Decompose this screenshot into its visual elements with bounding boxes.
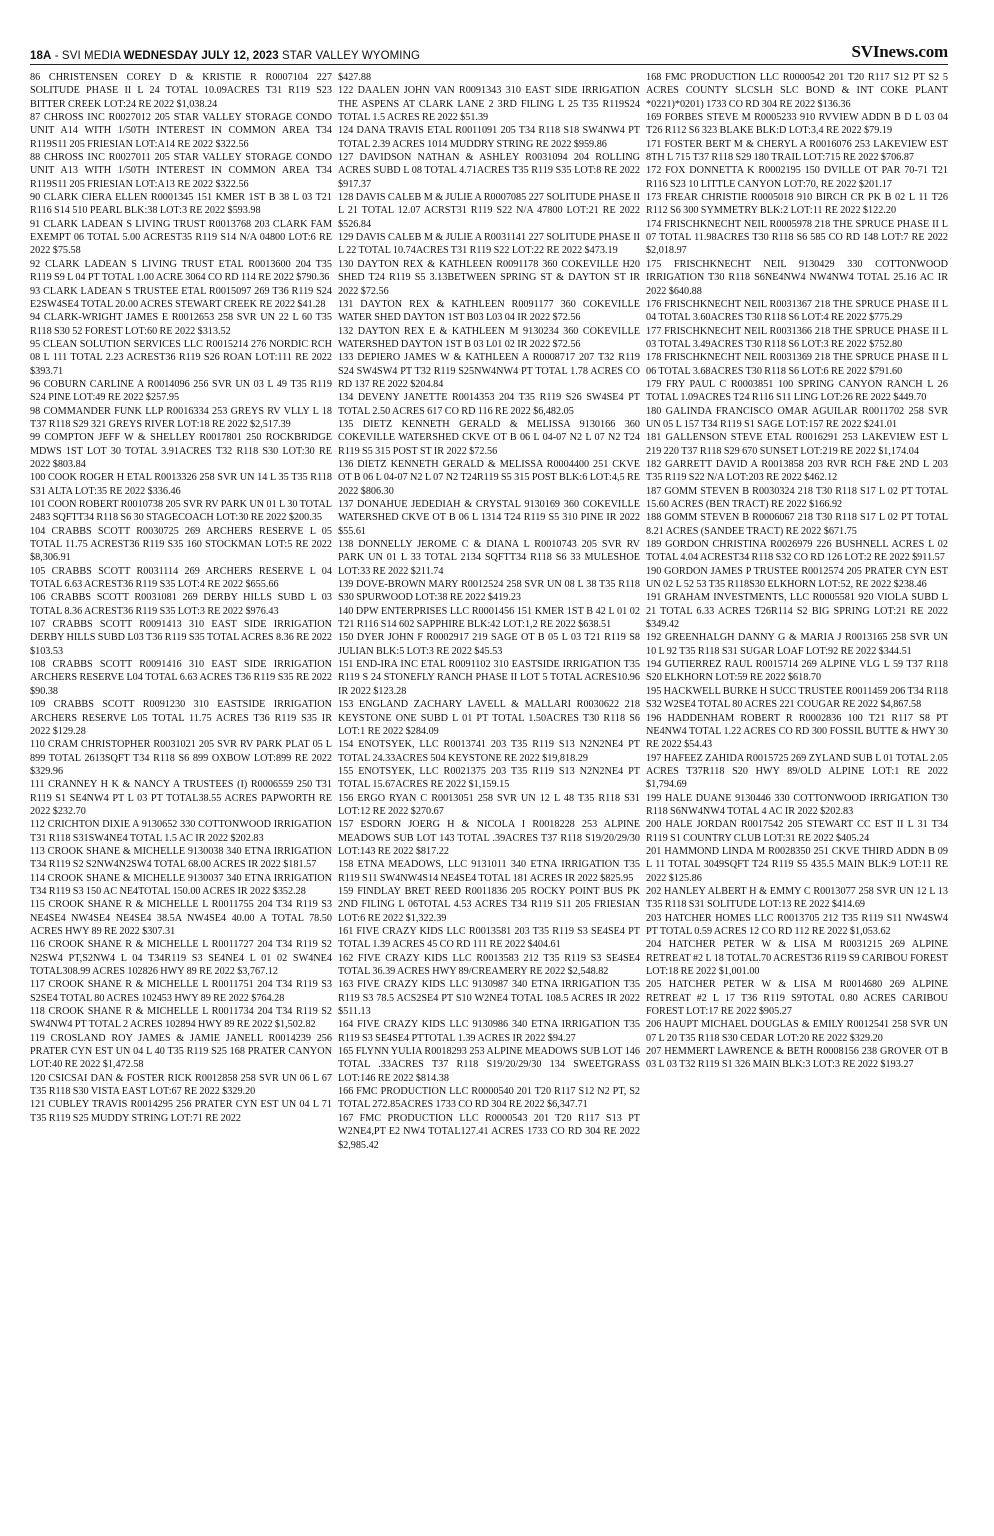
tax-listing-entry: 188 GOMM STEVEN B R0006067 218 T30 R118 S17 L 02 PT TOTAL 8.21 ACRES (SANDEE TRACT) RE 2022 $671.75	[646, 512, 948, 537]
column-2	[338, 71, 640, 1516]
tax-listing-entry: 93 CLARK LADEAN S TRUSTEE ETAL R0015097 269 T36 R119 S24 E2SW4SE4 TOTAL 20.00 ACRES STEWART CREEK RE 2022 $41.28	[30, 285, 332, 310]
tax-listing-entry: 111 CRANNEY H K & NANCY A TRUSTEES (I) R0006559 250 T31 R119 S1 SE4NW4 PT L 03 PT TOTAL38.55 ACRES PAPWORTH RE 2022 $232.70	[30, 779, 332, 817]
tax-listing-entry: 117 CROOK SHANE R & MICHELLE L R0011751 204 T34 R119 S3 S2SE4 TOTAL 80 ACRES 102453 HWY 89 RE 2022 $764.28	[30, 979, 332, 1004]
tax-listing-entry: 135 DIETZ KENNETH GERALD & MELISSA 9130166 360 COKEVILLE WATERSHED CKVE OT B 06 L 04-07 N2 L 07 N2 T24 R119 S5 315 POST ST IR 2022 $72.56	[338, 418, 640, 457]
tax-listing-entry: 163 FIVE CRAZY KIDS LLC 9130987 340 ETNA IRRIGATION T35 R119 S3 78.5 ACS2SE4 PT S10 W2NE4 TOTAL 108.5 ACRES IR 2022 $511.13	[338, 979, 640, 1018]
page-number: 18A	[30, 50, 52, 62]
tax-listing-entry: 165 FLYNN YULIA R0018293 253 ALPINE MEADOWS SUB LOT 146 TOTAL .33ACRES T37 R118 S19/20/29/30 134 SWEETGRASS LOT:146 RE 2022 $814.38	[338, 1046, 640, 1084]
tax-listing-entry: 161 FIVE CRAZY KIDS LLC R0013581 203 T35 R119 S3 SE4SE4 PT TOTAL 1.39 ACRES 45 CO RD 111 RE 2022 $404.61	[338, 926, 640, 951]
tax-listing-entry: 87 CHROSS INC R0027012 205 STAR VALLEY STORAGE CONDO UNIT A14 WITH 1/50TH INTEREST IN COMMON AREA T34 R119S11 205 FRIESIAN LOT:A14 RE 2022 $322.56	[30, 112, 332, 150]
tax-listing-entry: 162 FIVE CRAZY KIDS LLC R0013583 212 T35 R119 S3 SE4SE4 TOTAL 36.39 ACRES HWY 89/CREAMERY RE 2022 $2,548.82	[338, 952, 640, 978]
tax-listing-entry: 139 DOVE-BROWN MARY R0012524 258 SVR UN 08 L 38 T35 R118 S30 SPURWOOD LOT:38 RE 2022 $419.23	[338, 579, 640, 604]
tax-listing-entry: 201 HAMMOND LINDA M R0028350 251 CKVE THIRD ADDN B 09 L 11 TOTAL 3049SQFT T24 R119 S5 435.5 MAIN BLK:9 LOT:11 RE 2022 $125.86	[646, 845, 948, 884]
page-header	[30, 40, 948, 62]
tax-listing-entry: 134 DEVENY JANETTE R0014353 204 T35 R119 S26 SW4SE4 PT TOTAL 2.50 ACRES 617 CO RD 116 RE 2022 $6,482.05	[338, 392, 640, 417]
tax-listing-entry: 174 FRISCHKNECHT NEIL R0005978 218 THE SPRUCE PHASE II L 07 TOTAL 11.98ACRES T30 R118 S6 585 CO RD 148 LOT:7 RE 2022 $2,018.97	[646, 218, 948, 257]
tax-listing-entry: 101 COON ROBERT R0010738 205 SVR RV PARK UN 01 L 30 TOTAL 2483 SQFTT34 R118 S6 30 STAGECOACH LOT:30 RE 2022 $200.35	[30, 499, 332, 524]
tax-listing-entry: 115 CROOK SHANE R & MICHELLE L R0011755 204 T34 R119 S3 NE4SE4 NW4SE4 NE4SE4 38.5A NW4SE4 40.00 A TOTAL 78.50 ACRES HWY 89 RE 2022 $307.31	[30, 899, 332, 937]
tax-listing-entry: 167 FMC PRODUCTION LLC R0000543 201 T20 R117 S13 PT W2NE4,PT E2 NW4 TOTAL127.41 ACRES 1733 CO RD 304 RE 2022 $2,985.42	[338, 1112, 640, 1151]
tax-listing-entry: 109 CRABBS SCOTT R0091230 310 EASTSIDE IRRIGATION ARCHERS RESERVE L05 TOTAL 11.75 ACRES T36 R119 S35 IR 2022 $129.28	[30, 699, 332, 737]
column-3	[646, 71, 948, 1516]
tax-listing-entry: 95 CLEAN SOLUTION SERVICES LLC R0015214 276 NORDIC RCH 08 L 111 TOTAL 2.23 ACREST36 R119 S26 ROAN LOT:111 RE 2022 $393.71	[30, 338, 332, 377]
tax-listing-entry: 207 HEMMERT LAWRENCE & BETH R0008156 238 GROVER OT B 03 L 03 T32 R119 S1 326 MAIN BLK:3 LOT:3 RE 2022 $193.27	[646, 1046, 948, 1071]
tax-listing-entry: 106 CRABBS SCOTT R0031081 269 DERBY HILLS SUBD L 03 TOTAL 8.36 ACREST36 R119 S35 LOT:3 RE 2022 $976.43	[30, 592, 332, 617]
tax-listing-entry: 190 GORDON JAMES P TRUSTEE R0012574 205 PRATER CYN EST UN 02 L 52 53 T35 R118S30 ELKHORN LOT:52, RE 2022 $238.46	[646, 565, 948, 591]
tax-listing-entry: 151 END-IRA INC ETAL R0091102 310 EASTSIDE IRRIGATION T35 R119 S 24 STONEFLY RANCH PHASE II LOT 5 TOTAL ACRES10.96 IR 2022 $123.28	[338, 659, 640, 697]
tax-listing-entry: 172 FOX DONNETTA K R0002195 150 DVILLE OT PAR 70-71 T21 R116 S23 10 LITTLE CANYON LOT:70, RE 2022 $201.17	[646, 165, 948, 190]
tax-listing-entry: 121 CUBLEY TRAVIS R0014295 256 PRATER CYN EST UN 04 L 71 T35 R119 S25 MUDDY STRING LOT:71 RE 2022	[30, 1099, 332, 1124]
tax-listing-entry: 203 HATCHER HOMES LLC R0013705 212 T35 R119 S11 NW4SW4 PT TOTAL 0.59 ACRES 12 CO RD 112 RE 2022 $1,053.62	[646, 912, 948, 937]
tax-listing-entry: 197 HAFEEZ ZAHIDA R0015725 269 ZYLAND SUB L 01 TOTAL 2.05 ACRES T37R118 S20 HWY 89/OLD ALPINE LOT:1 RE 2022 $1,794.69	[646, 752, 948, 791]
tax-listing-entry: 155 ENOTSYEK, LLC R0021375 203 T35 R119 S13 N2N2NE4 PT TOTAL 15.67ACRES RE 2022 $1,159.15	[338, 765, 640, 791]
tax-listing-entry: 182 GARRETT DAVID A R0013858 203 RVR RCH F&E 2ND L 203 T35 R119 S22 N/A LOT:203 RE 2022 $462.12	[646, 458, 948, 484]
tax-listing-entry: 133 DEPIERO JAMES W & KATHLEEN A R0008717 207 T32 R119 S24 SW4SW4 PT T32 R119 S25NW4NW4 PT TOTAL 1.78 ACRES CO RD 137 RE 2022 $204.84	[338, 352, 640, 390]
tax-listing-entry: 178 FRISCHKNECHT NEIL R0031369 218 THE SPRUCE PHASE II L 06 TOTAL 3.68ACRES T30 R118 S6 LOT:6 RE 2022 $791.60	[646, 352, 948, 377]
tax-listing-entry: 206 HAUPT MICHAEL DOUGLAS & EMILY R0012541 258 SVR UN 07 L 20 T35 R118 S30 CEDAR LOT:20 RE 2022 $329.20	[646, 1019, 948, 1044]
tax-listing-entry: 137 DONAHUE JEDEDIAH & CRYSTAL 9130169 360 COKEVILLE WATERSHED CKVE OT B 06 L 1314 T24 R119 S5 310 PINE IR 2022 $55.61	[338, 499, 640, 537]
tax-listing-entry: 128 DAVIS CALEB M & JULIE A R0007085 227 SOLITUDE PHASE II L 21 TOTAL 12.07 ACRST31 R119 S22 N/A 47800 LOT:21 RE 2022 $526.84	[338, 192, 640, 230]
tax-listing-entry: 92 CLARK LADEAN S LIVING TRUST ETAL R0013600 204 T35 R119 S9 L 04 PT TOTAL 1.00 ACRE 3064 CO RD 114 RE 2022 $790.36	[30, 258, 332, 284]
tax-listing-entry: 138 DONNELLY JEROME C & DIANA L R0010743 205 SVR RV PARK UN 01 L 33 TOTAL 2134 SQFTT34 R118 S6 33 MULESHOE LOT:33 RE 2022 $211.74	[338, 539, 640, 577]
location: STAR VALLEY WYOMING	[278, 50, 421, 62]
tax-listing-entry: 164 FIVE CRAZY KIDS LLC 9130986 340 ETNA IRRIGATION T35 R119 S3 SE4SE4 PTTOTAL 1.39 ACRES IR 2022 $94.27	[338, 1019, 640, 1044]
tax-listing-entry: 158 ETNA MEADOWS, LLC 9131011 340 ETNA IRRIGATION T35 R119 S11 SW4NW4S14 NE4SE4 TOTAL 181 ACRES IR 2022 $825.95	[338, 859, 640, 884]
page-folio	[30, 50, 420, 62]
tax-listing-entry: 153 ENGLAND ZACHARY LAVELL & MALLARI R0030622 218 KEYSTONE ONE SUBD L 01 PT TOTAL 1.50ACRES T30 R118 S6 LOT:1 RE 2022 $284.09	[338, 699, 640, 737]
tax-listing-entry: 194 GUTIERREZ RAUL R0015714 269 ALPINE VLG L 59 T37 R118 S20 ELKHORN LOT:59 RE 2022 $618.70	[646, 659, 948, 684]
tax-listing-entry: 132 DAYTON REX E & KATHLEEN M 9130234 360 COKEVILLE WATERSHED DAYTON 1ST B 03 L01 02 IR 2022 $72.56	[338, 325, 640, 350]
tax-listing-entry: 88 CHROSS INC R0027011 205 STAR VALLEY STORAGE CONDO UNIT A13 WITH 1/50TH INTEREST IN COMMON AREA T34 R119S11 205 FRIESIAN LOT:A13 RE 2022 $322.56	[30, 152, 332, 190]
tax-listing-entry: 114 CROOK SHANE & MICHELLE 9130037 340 ETNA IRRIGATION T34 R119 S3 150 AC NE4TOTAL 150.00 ACRES IR 2022 $352.28	[30, 872, 332, 897]
tax-listing-entry: 107 CRABBS SCOTT R0091413 310 EAST SIDE IRRIGATION DERBY HILLS SUBD L03 T36 R119 S35 TOTAL ACRES 8.36 RE 2022 $103.53	[30, 619, 332, 657]
tax-listing-entry: 118 CROOK SHANE R & MICHELLE L R0011734 204 T34 R119 S2 SW4NW4 PT TOTAL 2 ACRES 102894 HWY 89 RE 2022 $1,502.82	[30, 1006, 332, 1031]
tax-listing-entry: 100 COOK ROGER H ETAL R0013326 258 SVR UN 14 L 35 T35 R118 S31 ALTA LOT:35 RE 2022 $336.46	[30, 472, 332, 497]
tax-listing-entry: 113 CROOK SHANE & MICHELLE 9130038 340 ETNA IRRIGATION T34 R119 S2 S2NW4N2SW4 TOTAL 68.00 ACRES IR 2022 $181.57	[30, 845, 332, 871]
tax-listing-entry: 168 FMC PRODUCTION LLC R0000542 201 T20 R117 S12 PT S2 5 ACRES COUNTY SLCSLH SLC BOND & INT COKE PLANT *0221)*0201) 1733 CO RD 304 RE 2022 $136.36	[646, 72, 948, 110]
tax-listing-entry: 150 DYER JOHN F R0002917 219 SAGE OT B 05 L 03 T21 R119 S8 JULIAN BLK:5 LOT:3 RE 2022 $45.53	[338, 632, 640, 657]
site-name[interactable]: SVInews.com	[851, 42, 948, 61]
issue-date: WEDNESDAY JULY 12, 2023	[123, 50, 279, 62]
tax-listing-entry: 202 HANLEY ALBERT H & EMMY C R0013077 258 SVR UN 12 L 13 T35 R118 S31 SOLITUDE LOT:13 RE 2022 $414.69	[646, 885, 948, 911]
tax-listing-entry: 90 CLARK CIERA ELLEN R0001345 151 KMER 1ST B 38 L 03 T21 R116 S14 510 PEARL BLK:38 LOT:3 RE 2022 $593.98	[30, 192, 332, 217]
tax-listing-entry: 187 GOMM STEVEN B R0030324 218 T30 R118 S17 L 02 PT TOTAL 15.60 ACRES (BEN TRACT) RE 2022 $166.92	[646, 485, 948, 510]
tax-listing-entry: 159 FINDLAY BRET REED R0011836 205 ROCKY POINT BUS PK 2ND FILING L 06TOTAL 4.53 ACRES T34 R119 S11 205 FRIESIAN LOT:6 RE 2022 $1,322.39	[338, 885, 640, 924]
tax-listing-entry: 181 GALLENSON STEVE ETAL R0016291 253 LAKEVIEW EST L 219 220 T37 R118 S29 670 SUNSET LOT:219 RE 2022 $1,174.04	[646, 432, 948, 457]
tax-listing-entry: 122 DAALEN JOHN VAN R0091343 310 EAST SIDE IRRIGATION THE ASPENS AT CLARK LANE 2 3RD FILING L 25 T35 R119S24 TOTAL 1.5 ACRES RE 2022 $51.39	[338, 85, 640, 124]
tax-listing-entry: 175 FRISCHKNECHT NEIL 9130429 330 COTTONWOOD IRRIGATION T30 R118 S6NE4NW4 NW4NW4 TOTAL 25.16 AC IR 2022 $640.88	[646, 258, 948, 297]
tax-listing-entry: 108 CRABBS SCOTT R0091416 310 EAST SIDE IRRIGATION ARCHERS RESERVE L04 TOTAL 6.63 ACRES T36 R119 S35 RE 2022 $90.38	[30, 659, 332, 697]
tax-listing-entry: 94 CLARK-WRIGHT JAMES E R0012653 258 SVR UN 22 L 60 T35 R118 S30 52 FOREST LOT:60 RE 2022 $313.52	[30, 312, 332, 337]
tax-listing-entry: 154 ENOTSYEK, LLC R0013741 203 T35 R119 S13 N2N2NE4 PT TOTAL 24.33ACRES 504 KEYSTONE RE 2022 $19,818.29	[338, 739, 640, 764]
tax-listing-entry: 86 CHRISTENSEN COREY D & KRISTIE R R0007104 227 SOLITUDE PHASE II L 24 TOTAL 10.09ACRES T31 R119 S23 BITTER CREEK LOT:24 RE 2022 $1,038.24	[30, 72, 332, 110]
listing-columns	[30, 71, 948, 1516]
tax-listing-entry: 99 COMPTON JEFF W & SHELLEY R0017801 250 ROCKBRIDGE MDWS 1ST LOT 30 TOTAL 3.91ACRES T32 R118 S30 LOT:30 RE 2022 $803.84	[30, 432, 332, 470]
tax-listing-entry: 171 FOSTER BERT M & CHERYL A R0016076 253 LAKEVIEW EST 8TH L 715 T37 R118 S29 180 TRAIL LOT:715 RE 2022 $706.87	[646, 138, 948, 164]
tax-listing-entry: 204 HATCHER PETER W & LISA M R0031215 269 ALPINE RETREAT #2 L 18 TOTAL.70 ACREST36 R119 S9 CARIBOU FOREST LOT:18 RE 2022 $1,001.00	[646, 939, 948, 978]
tax-listing-entry: 205 HATCHER PETER W & LISA M R0014680 269 ALPINE RETREAT #2 L 17 T36 R119 S9TOTAL 0.80 ACRES CARIBOU FOREST LOT:17 RE 2022 $905.27	[646, 979, 948, 1018]
tax-listing-entry: 179 FRY PAUL C R0003851 100 SPRING CANYON RANCH L 26 TOTAL 1.09ACRES T24 R116 S11 LING LOT:26 RE 2022 $449.70	[646, 378, 948, 404]
tax-listing-entry: 116 CROOK SHANE R & MICHELLE L R0011727 204 T34 R119 S2 N2SW4 PT,S2NW4 L 04 T34R119 S3 SE4NE4 L 01 02 SW4NE4 TOTAL308.99 ACRES 102826 HWY 89 RE 2022 $3,767.12	[30, 939, 332, 978]
tax-listing-entry: 140 DPW ENTERPRISES LLC R0001456 151 KMER 1ST B 42 L 01 02 T21 R116 S14 602 SAPPHIRE BLK:42 LOT:1,2 RE 2022 $638.51	[338, 605, 640, 631]
tax-listing-entry: 105 CRABBS SCOTT R0031114 269 ARCHERS RESERVE L 04 TOTAL 6.63 ACREST36 R119 S35 LOT:4 RE 2022 $655.66	[30, 565, 332, 591]
tax-listing-entry: 169 FORBES STEVE M R0005233 910 RVVIEW ADDN B D L 03 04 T26 R112 S6 323 BLAKE BLK:D LOT:3,4 RE 2022 $79.19	[646, 112, 948, 137]
tax-listing-entry: 124 DANA TRAVIS ETAL R0011091 205 T34 R118 S18 SW4NW4 PT TOTAL 2.39 ACRES 1014 MUDDRY STRING RE 2022 $959.86	[338, 125, 640, 150]
tax-listing-entry: 119 CROSLAND ROY JAMES & JAMIE JANELL R0014239 256 PRATER CYN EST UN 04 L 40 T35 R119 S25 168 PRATER CANYON LOT:40 RE 2022 $1,472.58	[30, 1032, 332, 1071]
tax-listing-entry: 173 FREAR CHRISTIE R0005018 910 BIRCH CR PK B 02 L 11 T26 R112 S6 300 SYMMETRY BLK:2 LOT:11 RE 2022 $122.20	[646, 192, 948, 217]
tax-listing-entry: $427.88	[338, 72, 372, 83]
tax-listing-entry: 91 CLARK LADEAN S LIVING TRUST R0013768 203 CLARK FAM EXEMPT 06 TOTAL 5.00 ACREST35 R119 S14 N/A 04800 LOT:6 RE 2022 $75.58	[30, 218, 332, 257]
tax-listing-entry: 196 HADDENHAM ROBERT R R0002836 100 T21 R117 S8 PT NE4NW4 TOTAL 1.22 ACRES CO RD 300 FOSSIL BUTTE & HWY 30 RE 2022 $54.43	[646, 712, 948, 751]
tax-listing-entry: 120 CSICSAI DAN & FOSTER RICK R0012858 258 SVR UN 06 L 67 T35 R118 S30 VISTA EAST LOT:67 RE 2022 $329.20	[30, 1072, 332, 1098]
tax-listing-entry: 166 FMC PRODUCTION LLC R0000540 201 T20 R117 S12 N2 PT, S2 TOTAL 272.85ACRES 1733 CO RD 304 RE 2022 $6,347.71	[338, 1086, 640, 1111]
tax-listing-entry: 189 GORDON CHRISTINA R0026979 226 BUSHNELL ACRES L 02 TOTAL 4.04 ACREST34 R118 S32 CO RD 126 LOT:2 RE 2022 $911.57	[646, 539, 948, 564]
publication-name: - SVI MEDIA	[51, 50, 124, 62]
tax-listing-entry: 192 GREENHALGH DANNY G & MARIA J R0013165 258 SVR UN 10 L 92 T35 R118 S31 SUGAR LOAF LOT:92 RE 2022 $344.51	[646, 632, 948, 657]
tax-listing-entry: 104 CRABBS SCOTT R0030725 269 ARCHERS RESERVE L 05 TOTAL 11.75 ACREST36 R119 S35 160 STOCKMAN LOT:5 RE 2022 $8,306.91	[30, 525, 332, 564]
tax-listing-entry: 199 HALE DUANE 9130446 330 COTTONWOOD IRRIGATION T30 R118 S6NW4NW4 TOTAL 4 AC IR 2022 $202.83	[646, 792, 948, 817]
tax-listing-entry: 110 CRAM CHRISTOPHER R0031021 205 SVR RV PARK PLAT 05 L 899 TOTAL 2613SQFT T34 R118 S6 899 OXBOW LOT:899 RE 2022 $329.96	[30, 739, 332, 777]
header-rule	[30, 64, 948, 65]
tax-listing-entry: 180 GALINDA FRANCISCO OMAR AGUILAR R0011702 258 SVR UN 05 L 157 T34 R119 S1 SAGE LOT:157 RE 2022 $241.01	[646, 405, 948, 430]
tax-listing-entry: 112 CRICHTON DIXIE A 9130652 330 COTTONWOOD IRRIGATION T31 R118 S31SW4NE4 TOTAL 1.5 AC IR 2022 $202.83	[30, 819, 332, 844]
tax-listing-entry: 200 HALE JORDAN R0017542 205 STEWART CC EST II L 31 T34 R119 S1 COUNTRY CLUB LOT:31 RE 2022 $405.24	[646, 819, 948, 844]
tax-listing-entry: 176 FRISCHKNECHT NEIL R0031367 218 THE SPRUCE PHASE II L 04 TOTAL 3.60ACRES T30 R118 S6 LOT:4 RE 2022 $775.29	[646, 298, 948, 324]
column-1	[30, 71, 332, 1516]
tax-listing-entry: 195 HACKWELL BURKE H SUCC TRUSTEE R0011459 206 T34 R118 S32 W2SE4 TOTAL 80 ACRES 221 COUGAR RE 2022 $4,867.58	[646, 685, 948, 711]
tax-listing-entry: 96 COBURN CARLINE A R0014096 256 SVR UN 03 L 49 T35 R119 S24 PINE LOT:49 RE 2022 $257.95	[30, 378, 332, 404]
tax-listing-entry: 136 DIETZ KENNETH GERALD & MELISSA R0004400 251 CKVE OT B 06 L 04-07 N2 L 07 N2 T24R119 S5 315 POST BLK:6 LOT:4,5 RE 2022 $806.30	[338, 458, 640, 497]
tax-listing-entry: 98 COMMANDER FUNK LLP R0016334 253 GREYS RV VLLY L 18 T37 R118 S29 321 GREYS RIVER LOT:18 RE 2022 $2,517.39	[30, 405, 332, 430]
tax-listing-entry: 129 DAVIS CALEB M & JULIE A R0031141 227 SOLITUDE PHASE II L 22 TOTAL 10.74ACRES T31 R119 S22 LOT:22 RE 2022 $473.19	[338, 232, 640, 257]
tax-listing-entry: 130 DAYTON REX & KATHLEEN R0091178 360 COKEVILLE H20 SHED T24 R119 S5 3.13BETWEEN SPRING ST & DAYTON ST IR 2022 $72.56	[338, 258, 640, 297]
tax-listing-entry: 156 ERGO RYAN C R0013051 258 SVR UN 12 L 48 T35 R118 S31 LOT:12 RE 2022 $270.67	[338, 792, 640, 817]
tax-listing-entry: 157 ESDORN JOERG H & NICOLA I R0018228 253 ALPINE MEADOWS SUB LOT 143 TOTAL .39ACRES T37 R118 S19/20/29/30 LOT:143 RE 2022 $817.22	[338, 819, 640, 857]
tax-listing-entry: 191 GRAHAM INVESTMENTS, LLC R0005581 920 VIOLA SUBD L 21 TOTAL 6.33 ACRES T26R114 S2 BIG SPRING LOT:21 RE 2022 $349.42	[646, 592, 948, 631]
tax-listing-entry: 177 FRISCHKNECHT NEIL R0031366 218 THE SPRUCE PHASE II L 03 TOTAL 3.49ACRES T30 R118 S6 LOT:3 RE 2022 $752.80	[646, 325, 948, 350]
tax-listing-entry: 131 DAYTON REX & KATHLEEN R0091177 360 COKEVILLE WATER SHED DAYTON 1ST B03 L03 04 IR 2022 $72.56	[338, 298, 640, 324]
tax-listing-entry: 127 DAVIDSON NATHAN & ASHLEY R0031094 204 ROLLING ACRES SUBD L 08 TOTAL 4.71ACRES T35 R119 S35 LOT:8 RE 2022 $917.37	[338, 152, 640, 190]
